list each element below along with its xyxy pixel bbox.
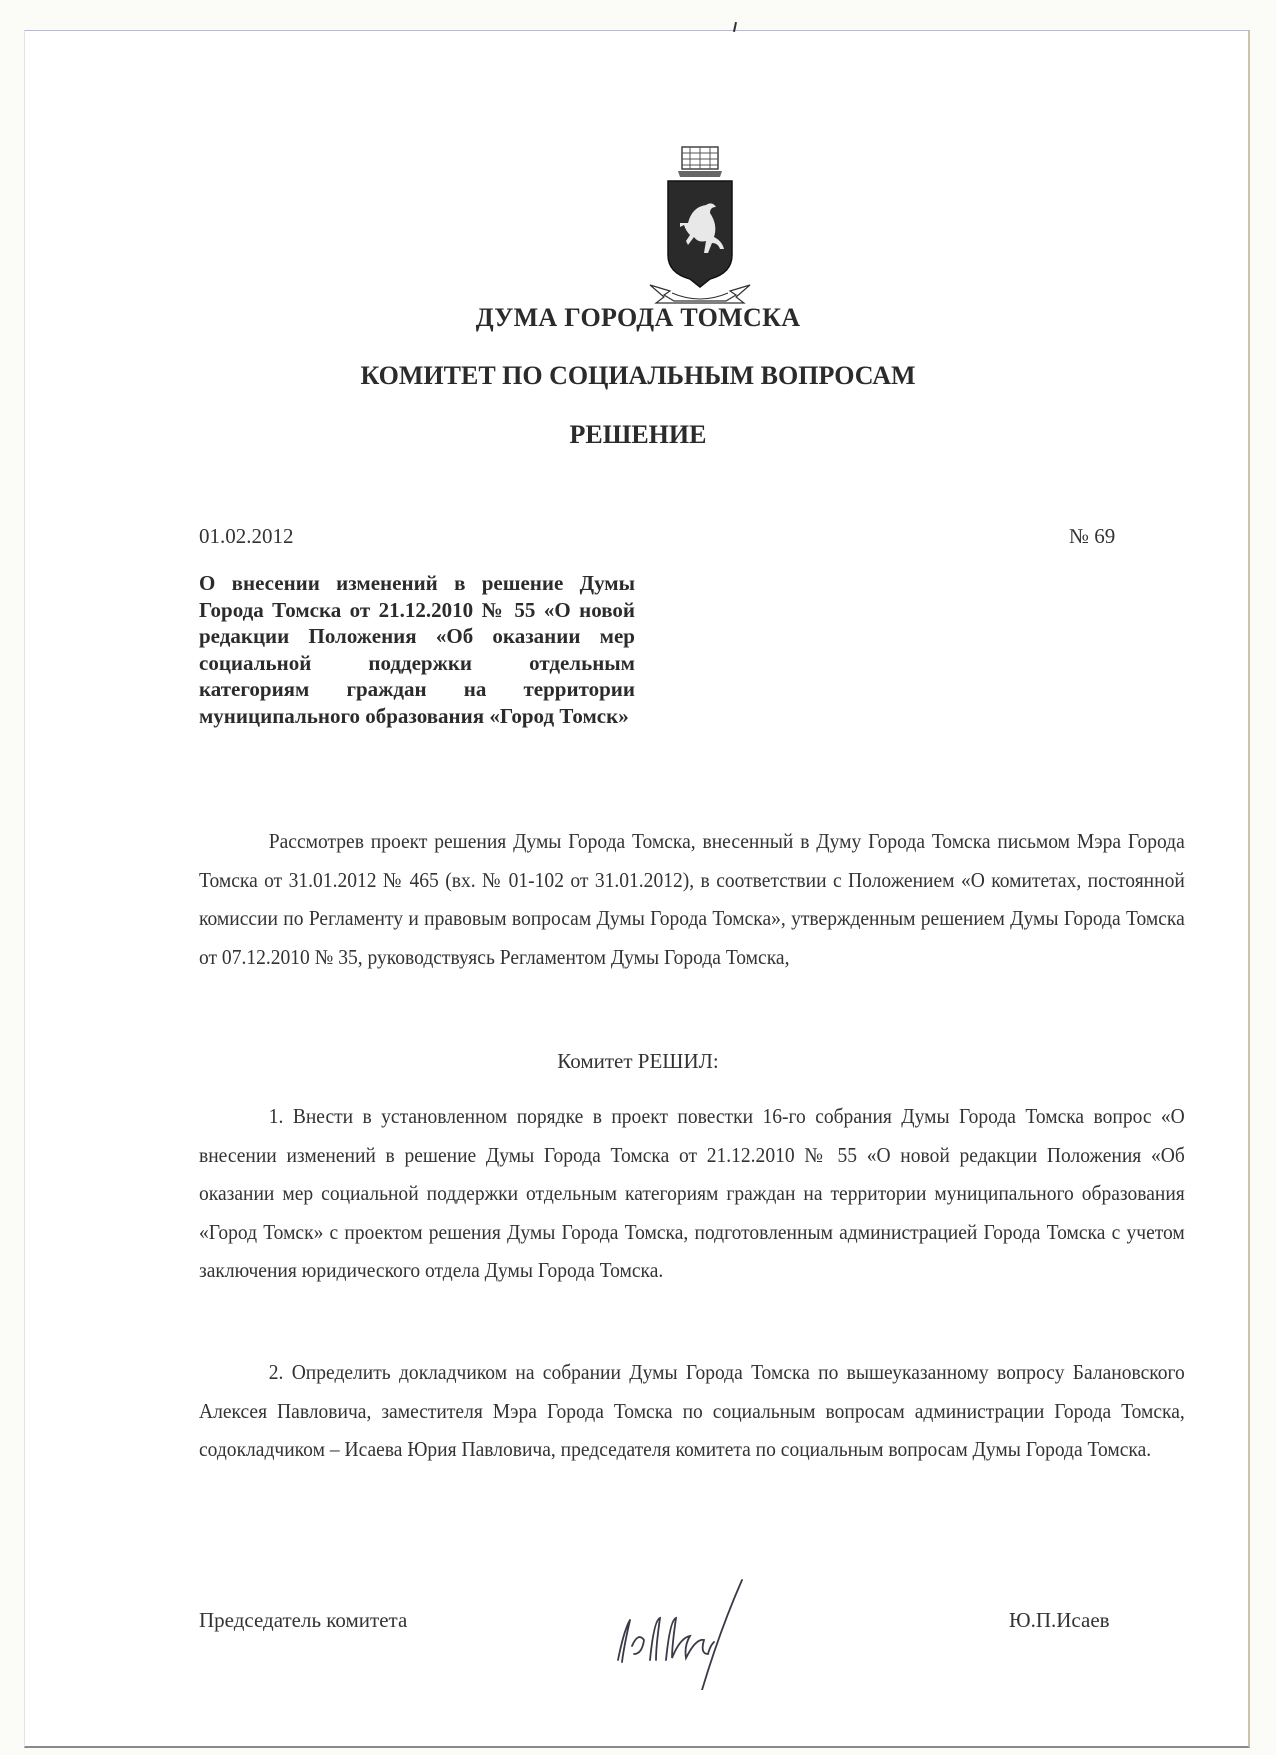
- document-type-title: РЕШЕНИЕ: [569, 420, 707, 449]
- document-date: 01.02.2012: [199, 524, 294, 548]
- organization-title: ДУМА ГОРОДА ТОМСКА: [475, 303, 801, 332]
- handwritten-signature-icon: [610, 1550, 770, 1690]
- resolution-item-1: 1. Внести в установленном порядке в проект повестки 16-го собрания Думы Города Томска вопрос «О внесении изменений в решение Думы Города Томска от 21.12.2010 № 55 «О новой редакции Положения «Об оказании мер социальной поддержки отдельным категориям граждан на территории муниципального образования «Город Томск» с проектом решения Думы Города Томска, подготовленным администрацией Города Томска с учетом заключения юридического отдела Думы Города Томска.: [199, 1104, 1185, 1282]
- tomsk-coat-of-arms-icon: [640, 145, 760, 305]
- signatory-name: Ю.П.Исаев: [1009, 1608, 1110, 1632]
- signatory-title: Председатель комитета: [199, 1608, 408, 1632]
- resolution-item-2: 2. Определить докладчиком на собрании Думы Города Томска по вышеуказанному вопросу Балановского Алексея Павловича, заместителя Мэра Города Томска по социальным вопросам администрации Города Томска, содокладчиком – Исаева Юрия Павловича, председателя комитета по социальным вопросам Думы Города Томска.: [199, 1360, 1185, 1461]
- preamble-paragraph: Рассмотрев проект решения Думы Города Томска, внесенный в Думу Города Томска письмом Мэра Города Томска от 31.01.2012 № 465 (вх. № 01-102 от 31.01.2012), в соответствии с Положением «О комитетах, постоянной комиссии по Регламенту и правовым вопросам Думы Города Томска», утвержденным решением Думы Города Томска от 07.12.2010 № 35, руководствуясь Регламентом Думы Города Томска,: [199, 829, 1185, 969]
- document-number: № 69: [1069, 524, 1116, 548]
- document-subject: О внесении изменений в решение Думы Города Томска от 21.12.2010 № 55 «О новой редакции Положения «Об оказании мер социальной поддержки отдельным категориям граждан на территории муниципального образования «Город Томск»: [199, 571, 635, 728]
- committee-title: КОМИТЕТ ПО СОЦИАЛЬНЫМ ВОПРОСАМ: [360, 361, 916, 390]
- resolved-heading: Комитет РЕШИЛ:: [557, 1049, 719, 1073]
